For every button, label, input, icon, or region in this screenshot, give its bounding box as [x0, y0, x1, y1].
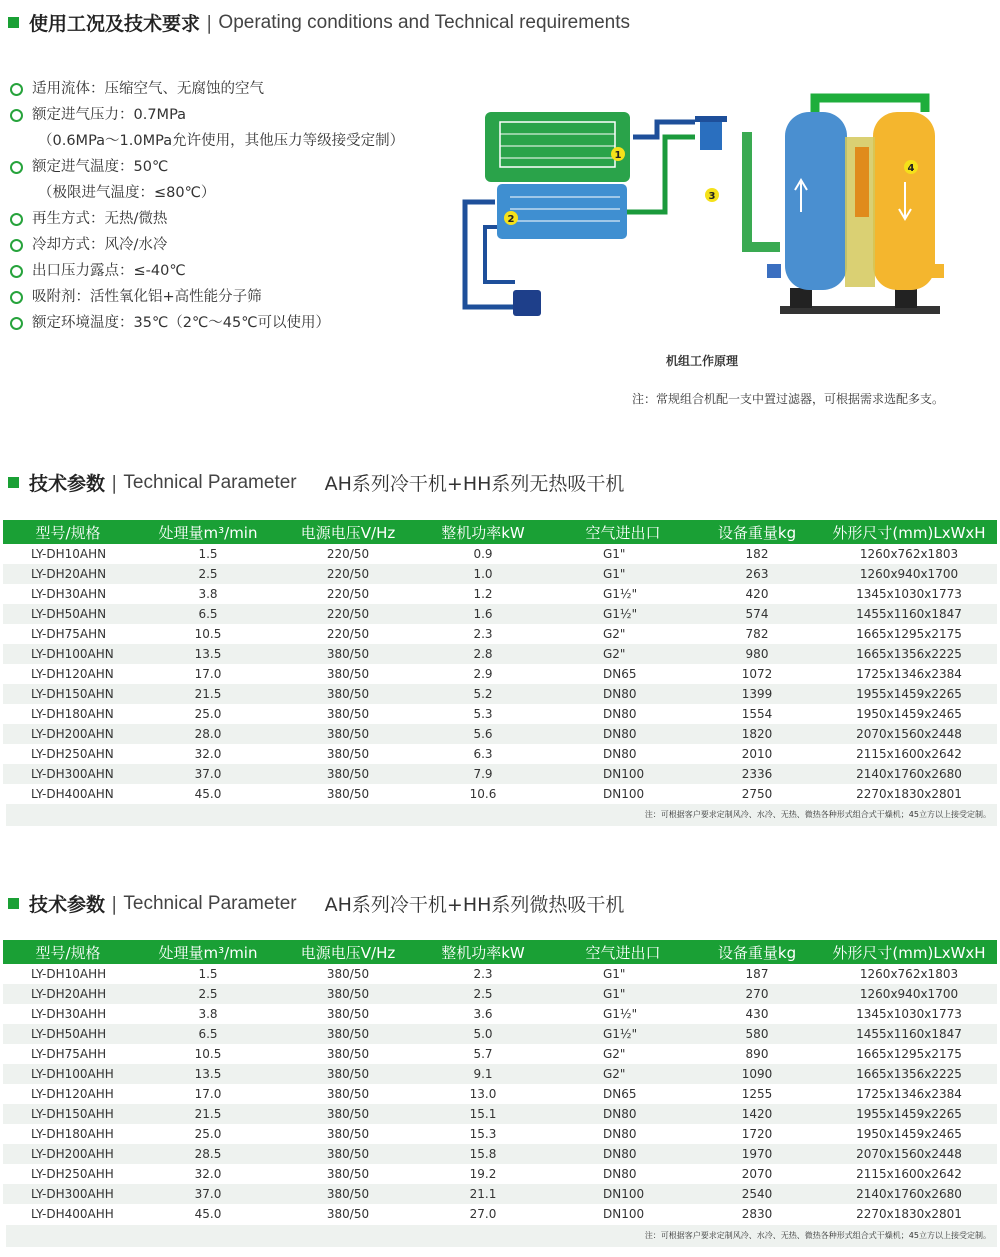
table-cell: 32.0	[194, 747, 222, 761]
table-cell: LY-DH180AHH	[31, 1127, 114, 1141]
table-cell: 1260x762x1803	[859, 547, 959, 561]
table-cell: LY-DH300AHN	[3, 764, 133, 784]
table-cell: 1255	[741, 1087, 773, 1101]
column-header: 整机功率kW	[413, 520, 553, 544]
condition-item	[10, 102, 450, 154]
table-cell: 1.2	[473, 587, 493, 601]
table-cell: LY-DH50AHN	[3, 604, 133, 624]
table-cell: LY-DH75AHN	[31, 627, 107, 641]
title-separator: |	[206, 11, 213, 34]
marker-1	[611, 147, 625, 161]
table-cell: 420	[745, 587, 769, 601]
table-cell: LY-DH400AHN	[31, 787, 114, 801]
bullet-circle-icon	[10, 291, 23, 304]
table-cell: 13.5	[133, 644, 283, 664]
table-cell: 2070x1560x2448	[821, 724, 997, 744]
table-cell: 3.8	[198, 587, 218, 601]
table-cell: 3.6	[473, 1007, 493, 1021]
outlet-valve-left	[767, 264, 781, 278]
column-header: 电源电压V/Hz	[283, 520, 413, 544]
table-cell: 2540	[693, 1184, 821, 1204]
table-cell: G2"	[553, 1064, 693, 1084]
table-cell: 782	[745, 627, 769, 641]
table-row	[3, 1144, 997, 1164]
table-cell: 220/50	[283, 604, 413, 624]
table1-series: AH系列冷干机+HH系列无热吸干机	[324, 473, 625, 495]
table-cell: 2070x1560x2448	[821, 1144, 997, 1164]
table-cell: 2.3	[473, 967, 493, 981]
table-cell: 2.9	[473, 667, 493, 681]
table-cell: G1"	[603, 547, 626, 561]
table-row	[3, 604, 997, 624]
column-header: 型号/规格	[3, 520, 133, 544]
conditions-list	[10, 76, 450, 336]
condition-text: 出口压力露点：≤-40℃	[32, 263, 186, 279]
table-cell: 2750	[741, 787, 773, 801]
table-cell: 15.1	[413, 1104, 553, 1124]
table-cell: 2830	[741, 1207, 773, 1221]
table1-note: 注：可根据客户要求定制风冷、水冷、无热、微热各种形式组合式干燥机；45立方以上接受定制。	[6, 804, 997, 826]
table-cell: LY-DH400AHH	[31, 1207, 114, 1221]
column-header: 整机功率kW	[413, 940, 553, 964]
table-cell: 182	[745, 547, 769, 561]
diagram-caption: 机组工作原理	[666, 354, 739, 368]
table-cell: 45.0	[194, 787, 222, 801]
table-cell: 380/50	[283, 1104, 413, 1124]
column-header: 外形尺寸(mm)LxWxH	[821, 940, 997, 964]
table-row	[3, 724, 997, 744]
table-cell: LY-DH150AHN	[3, 684, 133, 704]
table-cell: 380/50	[326, 967, 370, 981]
table-row	[3, 664, 997, 684]
table-cell: 1955x1459x2265	[821, 684, 997, 704]
table-cell: 380/50	[283, 1184, 413, 1204]
table-cell: 380/50	[326, 1087, 370, 1101]
condition-item	[10, 310, 450, 336]
table-cell: 5.2	[413, 684, 553, 704]
table-row	[3, 744, 997, 764]
table-cell: LY-DH250AHH	[31, 1167, 114, 1181]
table-cell: 1090	[693, 1064, 821, 1084]
table-cell: 28.5	[133, 1144, 283, 1164]
table-cell: DN80	[553, 1144, 693, 1164]
table-cell: 25.0	[194, 1127, 222, 1141]
table-cell: DN100	[603, 787, 645, 801]
table-cell: G1½"	[553, 1024, 693, 1044]
table-cell: 574	[693, 604, 821, 624]
conditions-title	[8, 9, 630, 36]
table-cell: 2.5	[133, 984, 283, 1004]
marker-4	[904, 160, 918, 174]
table-cell: DN65	[603, 1087, 637, 1101]
table-row	[3, 784, 997, 804]
table-cell: 380/50	[326, 747, 370, 761]
title-square-icon	[8, 477, 19, 488]
table-cell: 13.5	[133, 1064, 283, 1084]
table-cell: 2.5	[133, 564, 283, 584]
marker-2-label: 2	[507, 214, 515, 225]
table-cell: 2336	[693, 764, 821, 784]
bullet-circle-icon	[10, 109, 23, 122]
table-cell: 380/50	[326, 1127, 370, 1141]
table-cell: 1345x1030x1773	[856, 587, 962, 601]
table-cell: 1955x1459x2265	[821, 1104, 997, 1124]
table-cell: 380/50	[283, 1144, 413, 1164]
table-cell: 2070	[741, 1167, 773, 1181]
table-cell: 1399	[693, 684, 821, 704]
table-cell: 380/50	[326, 1047, 370, 1061]
table1-title	[8, 469, 624, 496]
column-header: 外形尺寸(mm)LxWxH	[821, 520, 997, 544]
table-cell: 1345x1030x1773	[856, 1007, 962, 1021]
table-row	[3, 544, 997, 564]
heater-coil	[855, 147, 869, 217]
table-cell: 380/50	[283, 1064, 413, 1084]
cooler-2	[497, 184, 627, 239]
table-cell: DN80	[603, 1127, 637, 1141]
table-cell: G1"	[553, 564, 693, 584]
table-cell: LY-DH50AHH	[3, 1024, 133, 1044]
title-square-icon	[8, 898, 19, 909]
outlet-valve-right	[930, 264, 944, 278]
table-cell: DN100	[603, 1207, 645, 1221]
table-cell: 7.9	[413, 764, 553, 784]
condition-item	[10, 258, 450, 284]
condition-text: 冷却方式：风冷/水冷	[32, 237, 168, 253]
pipe-green-to-tower	[747, 132, 780, 247]
condition-item	[10, 76, 450, 102]
table-cell: LY-DH10AHH	[31, 967, 107, 981]
table-cell: 1.5	[198, 967, 218, 981]
table-cell: 5.6	[413, 724, 553, 744]
table-cell: 27.0	[469, 1207, 497, 1221]
table-cell: 1260x762x1803	[859, 967, 959, 981]
column-header: 空气进出口	[553, 520, 693, 544]
table-row	[3, 644, 997, 664]
table-cell: G1½"	[603, 587, 638, 601]
table-row	[3, 684, 997, 704]
diagram-support-left	[790, 288, 812, 308]
table-cell: LY-DH180AHN	[31, 707, 114, 721]
bullet-circle-icon	[10, 161, 23, 174]
table-cell: 1665x1356x2225	[821, 644, 997, 664]
table2-title-cn: 技术参数	[29, 894, 106, 916]
condition-text: 额定环境温度：35℃（2℃～45℃可以使用）	[32, 315, 330, 331]
table-cell: 37.0	[133, 1184, 283, 1204]
table-cell: 2140x1760x2680	[821, 764, 997, 784]
condition-item	[10, 154, 450, 206]
column-header: 设备重量kg	[693, 940, 821, 964]
table-cell: 380/50	[326, 787, 370, 801]
table-cell: 980	[693, 644, 821, 664]
table-cell: 220/50	[326, 587, 370, 601]
table-cell: 380/50	[326, 1167, 370, 1181]
table-cell: 1970	[693, 1144, 821, 1164]
table-cell: 1720	[741, 1127, 773, 1141]
table-cell: 13.0	[469, 1087, 497, 1101]
table-cell: 2.8	[413, 644, 553, 664]
table-cell: DN80	[553, 1104, 693, 1124]
table-cell: 263	[693, 564, 821, 584]
table-cell: DN80	[553, 684, 693, 704]
marker-2	[504, 211, 518, 225]
table2-parameters	[3, 940, 997, 1224]
table-cell: 380/50	[326, 1207, 370, 1221]
table-cell: LY-DH120AHN	[31, 667, 114, 681]
condition-text: 额定进气压力：0.7MPa	[32, 107, 187, 123]
table-cell: 17.0	[194, 667, 222, 681]
conditions-title-en: Operating conditions and Technical requirements	[218, 11, 630, 33]
table-cell: 25.0	[194, 707, 222, 721]
column-header: 处理量m³/min	[133, 940, 283, 964]
table-cell: 5.7	[473, 1047, 493, 1061]
title-separator: |	[111, 471, 118, 494]
table-cell: 380/50	[326, 667, 370, 681]
bullet-circle-icon	[10, 239, 23, 252]
table-cell: LY-DH150AHH	[3, 1104, 133, 1124]
table-cell: 1260x940x1700	[821, 984, 997, 1004]
column-header: 型号/规格	[3, 940, 133, 964]
table-cell: 2270x1830x2801	[856, 787, 962, 801]
table-cell: DN100	[553, 1184, 693, 1204]
table-cell: LY-DH200AHH	[3, 1144, 133, 1164]
title-separator: |	[111, 892, 118, 915]
bullet-circle-icon	[10, 317, 23, 330]
table-cell: 890	[745, 1047, 769, 1061]
table-cell: 21.5	[133, 1104, 283, 1124]
table-row	[3, 1124, 997, 1144]
table-cell: 187	[745, 967, 769, 981]
table-cell: 380/50	[283, 644, 413, 664]
table-cell: 37.0	[133, 764, 283, 784]
table-cell: LY-DH120AHH	[31, 1087, 114, 1101]
filter-cap	[695, 116, 727, 122]
table-cell: 21.1	[413, 1184, 553, 1204]
table-row	[3, 1024, 997, 1044]
table-cell: 380/50	[283, 1024, 413, 1044]
table-cell: 1455x1160x1847	[821, 1024, 997, 1044]
table-row	[3, 1064, 997, 1084]
table-cell: 5.0	[413, 1024, 553, 1044]
table2-series: AH系列冷干机+HH系列微热吸干机	[324, 894, 625, 916]
condition-text: 再生方式：无热/微热	[32, 211, 168, 227]
table-cell: 0.9	[473, 547, 493, 561]
column-header: 设备重量kg	[693, 520, 821, 544]
table-cell: 2140x1760x2680	[821, 1184, 997, 1204]
table-cell: 1725x1346x2384	[856, 667, 962, 681]
table-cell: 2010	[741, 747, 773, 761]
condition-item	[10, 206, 450, 232]
table-cell: 6.5	[133, 604, 283, 624]
table-cell: LY-DH100AHN	[3, 644, 133, 664]
table-cell: 1260x940x1700	[821, 564, 997, 584]
table-row	[3, 1184, 997, 1204]
condition-subtext: （极限进气温度：≤80℃）	[38, 185, 216, 201]
condition-text: 吸附剂：活性氧化铝+高性能分子筛	[32, 289, 262, 305]
table-cell: 1554	[741, 707, 773, 721]
table-cell: 1.6	[413, 604, 553, 624]
table-cell: 17.0	[194, 1087, 222, 1101]
table-cell: 2115x1600x2642	[856, 1167, 962, 1181]
table-cell: 1950x1459x2465	[856, 1127, 962, 1141]
table-cell: LY-DH10AHN	[31, 547, 107, 561]
table-row	[3, 1204, 997, 1224]
table-cell: 1455x1160x1847	[821, 604, 997, 624]
table-cell: 15.8	[413, 1144, 553, 1164]
table-row	[3, 964, 997, 984]
table-row	[3, 1004, 997, 1024]
table-cell: 1420	[693, 1104, 821, 1124]
column-header: 处理量m³/min	[133, 520, 283, 544]
table-cell: 220/50	[326, 547, 370, 561]
condition-item	[10, 284, 450, 310]
table-cell: 1665x1356x2225	[821, 1064, 997, 1084]
table-cell: 28.0	[133, 724, 283, 744]
tower-left	[785, 112, 847, 290]
table-cell: LY-DH100AHH	[3, 1064, 133, 1084]
condition-subtext: （0.6MPa～1.0MPa允许使用，其他压力等级接受定制）	[38, 133, 405, 149]
table-cell: 10.5	[194, 627, 222, 641]
marker-4-label: 4	[907, 163, 915, 174]
table-cell: 380/50	[326, 707, 370, 721]
column-header: 电源电压V/Hz	[283, 940, 413, 964]
table-cell: G1½"	[603, 1007, 638, 1021]
marker-3-label: 3	[708, 191, 716, 202]
table-cell: DN80	[603, 747, 637, 761]
table-cell: G1"	[603, 967, 626, 981]
table-row	[3, 1164, 997, 1184]
table-cell: LY-DH250AHN	[31, 747, 114, 761]
pipe-top-green	[815, 98, 925, 112]
pipe-green-out	[627, 137, 695, 212]
table-row	[3, 624, 997, 644]
table-cell: 1950x1459x2465	[856, 707, 962, 721]
table-cell: 580	[693, 1024, 821, 1044]
table-row	[3, 764, 997, 784]
table-row	[3, 704, 997, 724]
table-cell: G2"	[603, 1047, 626, 1061]
title-square-icon	[8, 17, 19, 28]
table-cell: 5.3	[473, 707, 493, 721]
marker-3	[705, 188, 719, 202]
table-cell: G2"	[603, 627, 626, 641]
bullet-circle-icon	[10, 213, 23, 226]
table1-parameters	[3, 520, 997, 804]
table-cell: 6.5	[133, 1024, 283, 1044]
table2-title-en: Technical Parameter	[123, 892, 297, 914]
table-row	[3, 1044, 997, 1064]
condition-item	[10, 232, 450, 258]
table-cell: DN80	[603, 707, 637, 721]
table-cell: 1820	[693, 724, 821, 744]
table-row	[3, 1104, 997, 1124]
table-cell: LY-DH75AHH	[31, 1047, 107, 1061]
table-cell: 1725x1346x2384	[856, 1087, 962, 1101]
filter-housing	[700, 120, 722, 150]
table-cell: 2115x1600x2642	[856, 747, 962, 761]
table-cell: 2270x1830x2801	[856, 1207, 962, 1221]
bullet-circle-icon	[10, 265, 23, 278]
conditions-title-cn: 使用工况及技术要求	[29, 13, 201, 35]
table1-title-en: Technical Parameter	[123, 471, 297, 493]
table-cell: 1072	[741, 667, 773, 681]
table-cell: 21.5	[133, 684, 283, 704]
table-cell: 1665x1295x2175	[856, 1047, 962, 1061]
table-cell: 19.2	[469, 1167, 497, 1181]
table-cell: 15.3	[469, 1127, 497, 1141]
table-cell: DN100	[553, 764, 693, 784]
table-cell: 380/50	[283, 684, 413, 704]
column-header: 空气进出口	[553, 940, 693, 964]
table-cell: LY-DH200AHN	[3, 724, 133, 744]
table-cell: G2"	[553, 644, 693, 664]
table-cell: 45.0	[194, 1207, 222, 1221]
table-cell: 10.6	[469, 787, 497, 801]
table-cell: 220/50	[326, 627, 370, 641]
table-cell: 380/50	[283, 984, 413, 1004]
table-cell: 380/50	[283, 764, 413, 784]
table-cell: DN80	[603, 1167, 637, 1181]
bullet-circle-icon	[10, 83, 23, 96]
table-cell: LY-DH30AHN	[31, 587, 107, 601]
table-cell: 430	[745, 1007, 769, 1021]
table1-header-row	[3, 520, 997, 544]
diagram-support-right	[895, 288, 917, 308]
table-cell: LY-DH300AHH	[3, 1184, 133, 1204]
table2-header-row	[3, 940, 997, 964]
condition-text: 额定进气温度：50℃	[32, 159, 169, 175]
table-cell: 220/50	[283, 564, 413, 584]
compressor	[513, 290, 541, 316]
table2-title	[8, 890, 624, 917]
table-cell: 1665x1295x2175	[856, 627, 962, 641]
table-row	[3, 1084, 997, 1104]
table-cell: G1½"	[553, 604, 693, 624]
table-cell: 10.5	[194, 1047, 222, 1061]
table-cell: 270	[693, 984, 821, 1004]
table-cell: 1.5	[198, 547, 218, 561]
marker-1-label: 1	[614, 150, 622, 161]
table-cell: 9.1	[413, 1064, 553, 1084]
diagram-note: 注：常规组合机配一支中置过滤器，可根据需求选配多支。	[632, 392, 945, 406]
table-cell: 2.5	[413, 984, 553, 1004]
table-cell: 380/50	[283, 724, 413, 744]
table-cell: 380/50	[326, 1007, 370, 1021]
table-cell: G1"	[553, 984, 693, 1004]
table-cell: LY-DH20AHH	[3, 984, 133, 1004]
table-cell: 1.0	[413, 564, 553, 584]
table-cell: DN80	[553, 724, 693, 744]
table-row	[3, 564, 997, 584]
table1-title-cn: 技术参数	[29, 473, 106, 495]
table-row	[3, 984, 997, 1004]
table-cell: 2.3	[473, 627, 493, 641]
table-cell: LY-DH20AHN	[3, 564, 133, 584]
condition-text: 适用流体：压缩空气、无腐蚀的空气	[32, 81, 264, 97]
table-cell: LY-DH30AHH	[31, 1007, 107, 1021]
table-cell: 32.0	[194, 1167, 222, 1181]
working-principle-diagram	[455, 92, 955, 332]
table-cell: DN65	[603, 667, 637, 681]
table2-note: 注：可根据客户要求定制风冷、水冷、无热、微热各种形式组合式干燥机；45立方以上接受定制。	[6, 1225, 997, 1247]
table-row	[3, 584, 997, 604]
table-cell: 6.3	[473, 747, 493, 761]
table-cell: 3.8	[198, 1007, 218, 1021]
